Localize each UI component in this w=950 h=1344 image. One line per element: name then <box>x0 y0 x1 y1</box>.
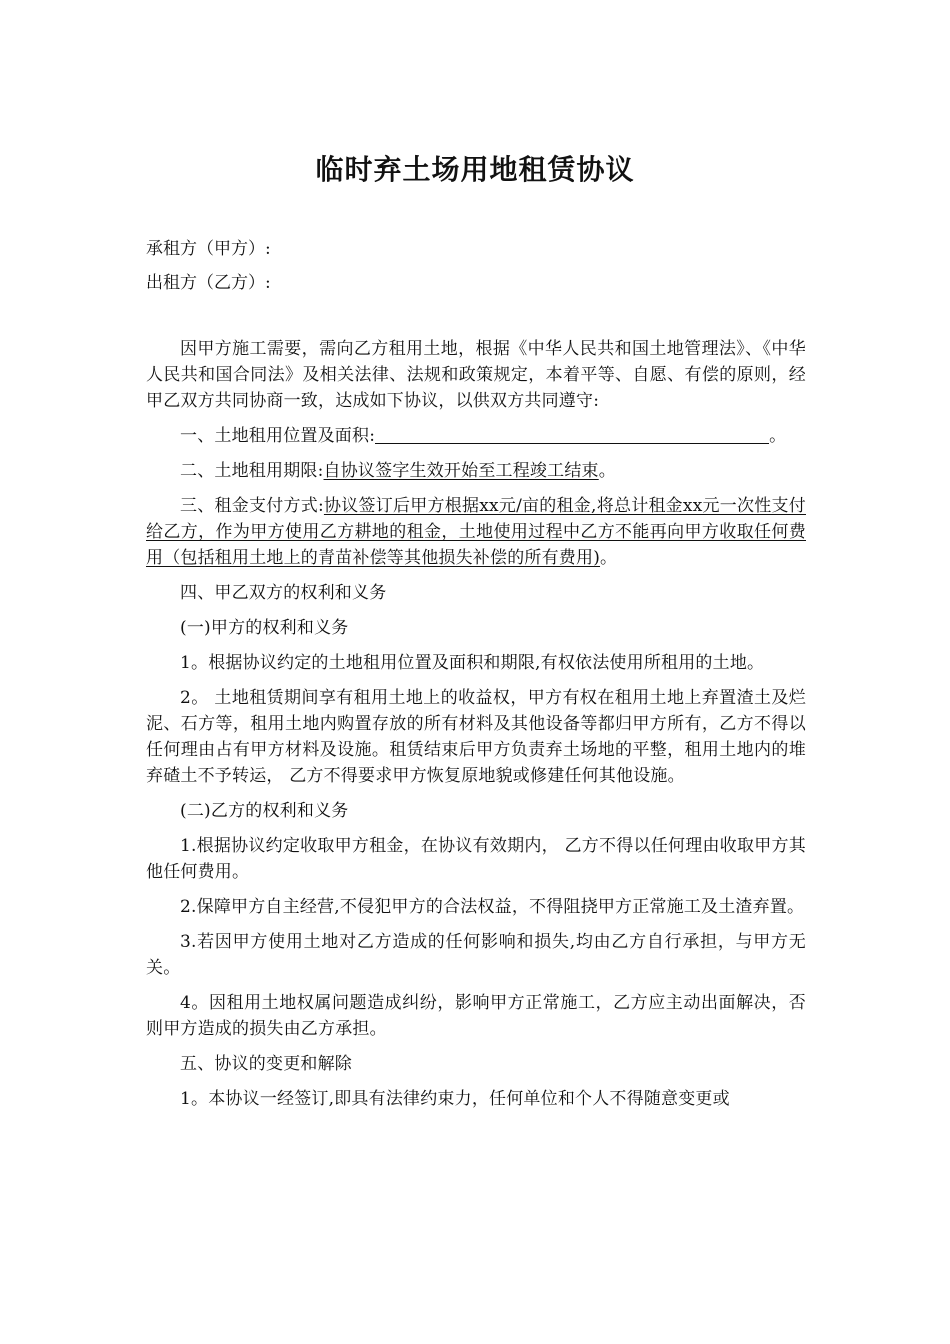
section-5-heading: 五、协议的变更和解除 <box>180 1054 352 1074</box>
term-value: 自协议签字生效开始至工程竣工结束 <box>323 461 599 481</box>
party-b-clause-3: 3.若因甲方使用土地对乙方造成的任何影响和损失,均由乙方自行承担，与甲方无关。 <box>146 932 806 978</box>
section-4a-heading: (一)甲方的权利和义务 <box>180 618 349 638</box>
party-a-clause-1: 1。根据协议约定的土地租用位置及面积和期限,有权依法使用所租用的土地。 <box>180 653 765 673</box>
party-b-clause-1: 1.根据协议约定收取甲方租金，在协议有效期内， 乙方不得以任何理由收取甲方其他任何费用。 <box>146 836 806 882</box>
document-title: 临时弃土场用地租赁协议 <box>315 153 635 186</box>
location-area-blank <box>375 425 769 444</box>
lessor-label: 出租方（乙方）: <box>146 273 271 293</box>
section-5-clause-1: 1。本协议一经签订,即具有法律约束力，任何单位和个人不得随意变更或 <box>180 1089 730 1109</box>
section-3-label: 三、租金支付方式: <box>180 496 324 516</box>
section-4b-heading: (二)乙方的权利和义务 <box>180 801 349 821</box>
party-b-clause-4: 4。因租用土地权属问题造成纠纷，影响甲方正常施工，乙方应主动出面解决，否则甲方造成的损失由乙方承担。 <box>146 993 806 1039</box>
lessee-label: 承租方（甲方）: <box>146 239 271 259</box>
section-2-label: 二、土地租用期限: <box>180 461 324 481</box>
section-1-location-area: 一、土地租用位置及面积: 。 <box>180 426 787 446</box>
agreement-body <box>146 336 806 1121</box>
payment-value: 协议签订后甲方根据xx元/亩的租金,将总计租金xx元一次性支付给乙方，作为甲方使用乙方耕地的租金，土地使用过程中乙方不能再向甲方收取任何费用（包括租用土地上的青苗补偿等其他损失补偿的所有费用) <box>146 496 806 568</box>
intro-paragraph: 因甲方施工需要，需向乙方租用土地，根据《中华人民共和国土地管理法》、《中华人民共和国合同法》及相关法律、法规和政策规定，本着平等、自愿、有偿的原则，经甲乙双方共同协商一致，达成如下协议，以供双方共同遵守: <box>146 339 806 411</box>
party-b-clause-2: 2.保障甲方自主经营,不侵犯甲方的合法权益，不得阻挠甲方正常施工及土渣弃置。 <box>180 897 805 917</box>
section-4-heading: 四、甲乙双方的权利和义务 <box>180 583 387 603</box>
section-1-label: 一、土地租用位置及面积: <box>180 426 376 446</box>
section-2-term: 二、土地租用期限:自协议签字生效开始至工程竣工结束。 <box>180 461 616 481</box>
section-3-payment: 三、租金支付方式:协议签订后甲方根据xx元/亩的租金,将总计租金xx元一次性支付给乙方，作为甲方使用乙方耕地的租金，土地使用过程中乙方不能再向甲方收取任何费用（包括租用土地上的青苗补偿等其他损失补偿的所有费用)。 <box>146 496 806 568</box>
party-a-clause-2: 2。 土地租赁期间享有租用土地上的收益权，甲方有权在租用土地上弃置渣土及烂泥、石方等，租用土地内购置存放的所有材料及其他设备等都归甲方所有，乙方不得以任何理由占有甲方材料及设施。租赁结束后甲方负责弃土场地的平整，租用土地内的堆弃碴土不予转运， 乙方不得要求甲方恢复原地貌或修建任何其他设施。 <box>146 688 806 786</box>
